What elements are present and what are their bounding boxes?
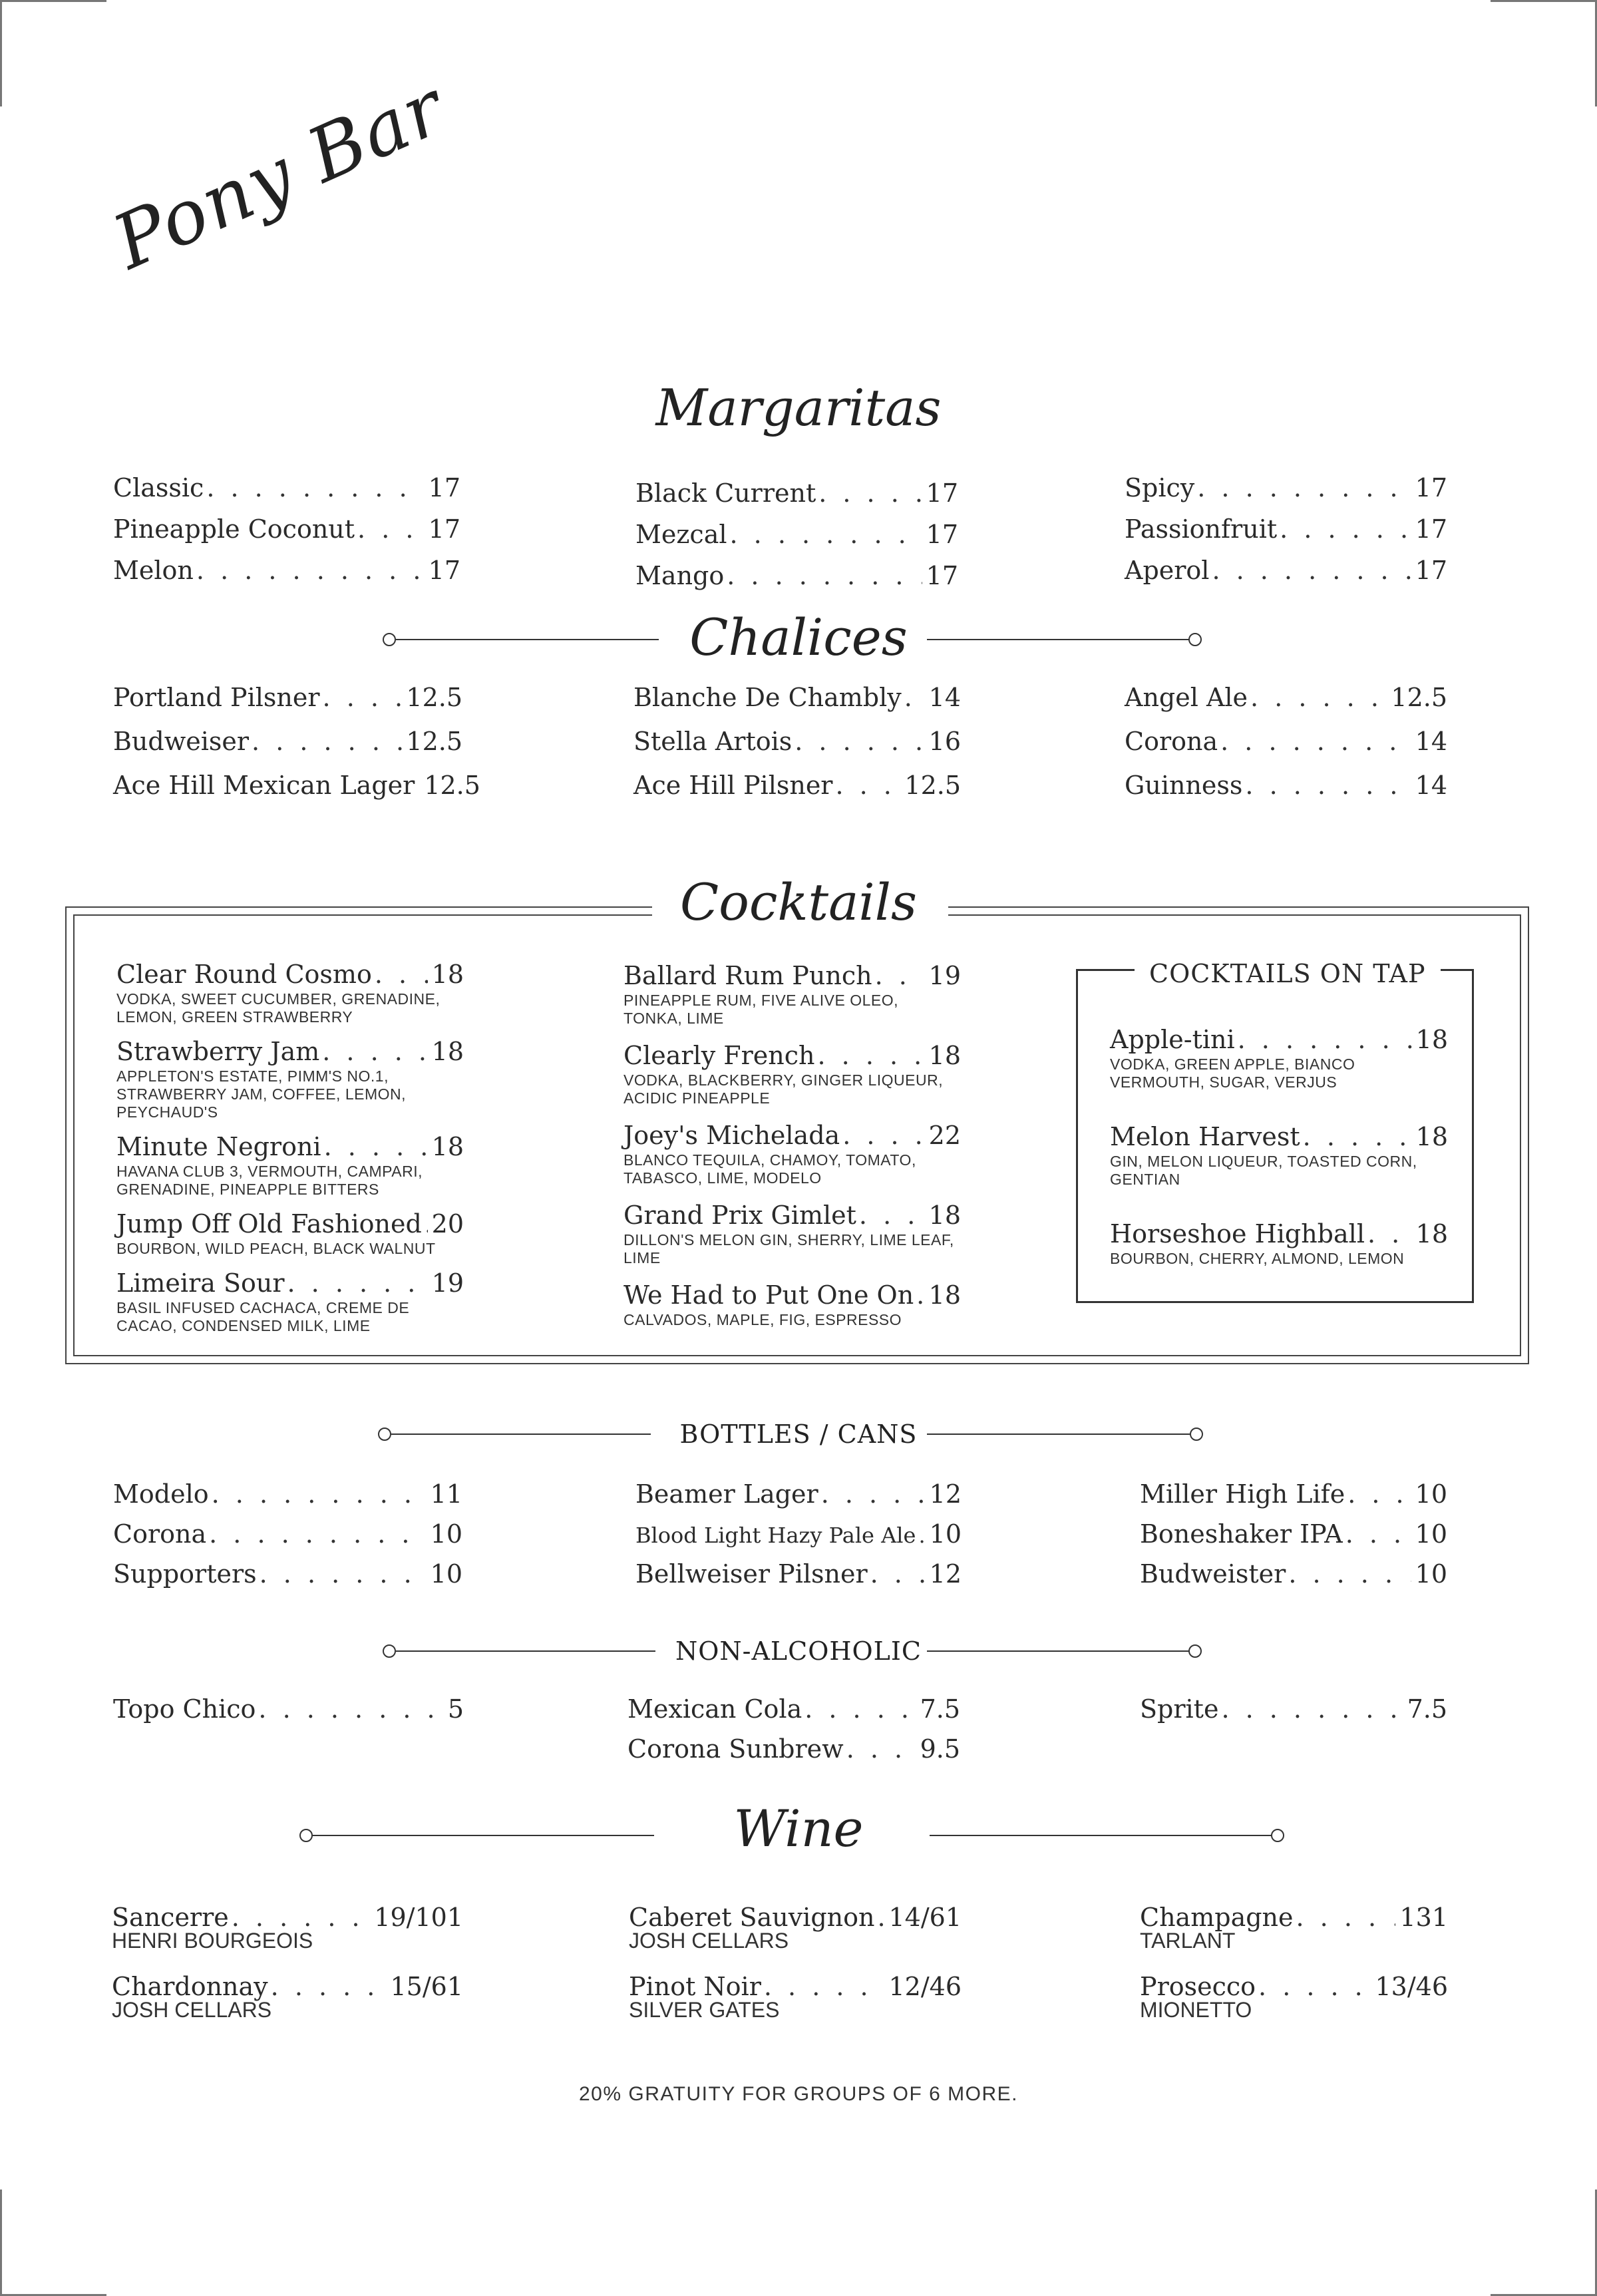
- wine-producer: JOSH CELLARS: [112, 1998, 272, 2022]
- item-price: 18: [928, 1201, 961, 1230]
- item-row: [1110, 1024, 1448, 1055]
- item-description: GIN, MELON LIQUEUR, TOASTED CORN, GENTIAN: [1110, 1153, 1417, 1188]
- item-name: Horseshoe Highball: [1110, 1219, 1365, 1248]
- cocktails-on-tap-list: [1110, 1024, 1448, 1277]
- list-item: [1110, 1024, 1448, 1091]
- item-price: 17: [428, 514, 460, 544]
- item-name: Chardonnay: [112, 1972, 268, 2001]
- list-item: [112, 1897, 463, 1951]
- leader-dots: [868, 1554, 926, 1594]
- leader-dots: [902, 675, 925, 719]
- list-item: [623, 1040, 961, 1107]
- leader-dots: [818, 1474, 926, 1514]
- leader-dots: [209, 1474, 427, 1514]
- item-name: Blanche De Chambly: [633, 683, 902, 712]
- list-item: [1125, 675, 1447, 719]
- leader-dots: [1294, 1897, 1396, 1938]
- list-item: [1140, 1966, 1448, 2020]
- leader-dots: [832, 763, 900, 807]
- item-name: Topo Chico: [113, 1694, 256, 1724]
- list-item: [635, 555, 958, 596]
- leader-dots: [1300, 1121, 1412, 1153]
- list-item: [1110, 1218, 1448, 1268]
- chalices-col-1: [113, 675, 480, 807]
- item-name: Angel Ale: [1125, 683, 1248, 712]
- logo: Pony Bar: [101, 64, 458, 286]
- list-item: [113, 1689, 464, 1729]
- item-description: BASIL INFUSED CACHACA, CREME DE CACAO, CONDENSED MILK, LIME: [116, 1299, 410, 1334]
- item-price: 18: [1415, 1219, 1448, 1248]
- item-price: 22: [928, 1121, 961, 1150]
- item-price: 12/46: [888, 1972, 962, 2001]
- item-price: 10: [430, 1519, 462, 1549]
- non-alcoholic-title: NON-ALCOHOLIC: [675, 1636, 922, 1666]
- item-name: Clear Round Cosmo: [116, 960, 372, 989]
- item-price: 10: [430, 1559, 462, 1589]
- leader-dots: [1365, 1218, 1412, 1250]
- item-row: [623, 1040, 961, 1071]
- list-item: [113, 467, 460, 508]
- list-item: [116, 958, 464, 1026]
- item-name: Minute Negroni: [116, 1132, 321, 1161]
- item-price: 17: [428, 556, 460, 585]
- wine-title: Wine: [733, 1799, 864, 1858]
- item-price: 14: [1415, 727, 1447, 756]
- item-price: 18: [1415, 1122, 1448, 1151]
- item-price: 18: [928, 1041, 961, 1070]
- leader-dots: [872, 960, 925, 992]
- item-name: Bellweiser Pilsner: [635, 1559, 868, 1589]
- leader-dots: [1248, 675, 1387, 719]
- list-item: [1140, 1897, 1448, 1951]
- wine-col-3: [1140, 1897, 1448, 2035]
- item-price: 12.5: [424, 771, 480, 800]
- item-price: 10: [1415, 1479, 1447, 1509]
- leader-dots: [320, 675, 403, 719]
- item-name: Limeira Sour: [116, 1268, 285, 1298]
- item-name: Melon Harvest: [1110, 1122, 1300, 1151]
- crop-mark: [1491, 0, 1597, 2]
- item-name: Portland Pilsner: [113, 683, 320, 712]
- item-name: Corona Sunbrew: [627, 1734, 844, 1764]
- non-alcoholic-col-3: [1140, 1689, 1447, 1729]
- non-alcoholic-col-1: [113, 1689, 464, 1729]
- list-item: [633, 675, 961, 719]
- item-name: Mango: [635, 561, 725, 590]
- list-item: [635, 473, 958, 514]
- item-price: 131: [1399, 1903, 1448, 1932]
- item-price: 17: [428, 473, 460, 502]
- item-name: Classic: [113, 473, 204, 502]
- item-price: 18: [431, 1132, 464, 1161]
- wine-col-1: [112, 1897, 463, 2035]
- leader-dots: [856, 1199, 925, 1231]
- item-name: Blood Light Hazy Pale Ale: [635, 1523, 916, 1548]
- list-item: [1125, 763, 1447, 807]
- list-item: [113, 550, 460, 591]
- leader-dots: [914, 1279, 924, 1311]
- item-price: 15/61: [390, 1972, 463, 2001]
- item-description: BOURBON, CHERRY, ALMOND, LEMON: [1110, 1250, 1405, 1267]
- leader-dots: [1242, 763, 1411, 807]
- item-name: Apple-tini: [1110, 1025, 1235, 1054]
- item-name: Mezcal: [635, 520, 727, 549]
- list-item: [116, 1131, 464, 1199]
- leader-dots: [257, 1554, 427, 1594]
- list-item: [113, 1514, 462, 1554]
- item-price: 18: [431, 960, 464, 989]
- item-name: Melon: [113, 556, 194, 585]
- item-price: 5: [447, 1694, 464, 1724]
- list-item: [1140, 1474, 1447, 1514]
- item-price: 17: [926, 520, 958, 549]
- divider-rule: [927, 1650, 1192, 1652]
- gratuity-note: 20% GRATUITY FOR GROUPS OF 6 MORE.: [579, 2083, 1018, 2105]
- leader-dots: [1218, 1689, 1403, 1729]
- list-item: [623, 960, 961, 1028]
- item-name: Clearly French: [623, 1041, 815, 1070]
- crop-mark: [0, 2190, 2, 2296]
- leader-dots: [802, 1689, 916, 1729]
- wine-producer: HENRI BOURGEOIS: [112, 1929, 313, 1953]
- list-item: [633, 763, 961, 807]
- list-item: [116, 1208, 464, 1258]
- list-item: [113, 763, 480, 807]
- item-price: 12.5: [1391, 683, 1447, 712]
- item-name: Ballard Rum Punch: [623, 961, 872, 990]
- cocktails-on-tap-title: COCKTAILS ON TAP: [1135, 959, 1441, 988]
- item-price: 7.5: [1407, 1694, 1447, 1724]
- item-price: 10: [929, 1519, 962, 1549]
- leader-dots: [355, 508, 425, 550]
- item-name: Jump Off Old Fashioned: [116, 1209, 422, 1239]
- leader-dots: [1218, 719, 1411, 763]
- item-name: Caberet Sauvignon: [629, 1903, 875, 1932]
- item-name: Corona: [113, 1519, 207, 1549]
- list-item: [113, 1474, 462, 1514]
- item-name: Ace Hill Mexican Lager: [113, 771, 415, 800]
- list-item: [1110, 1121, 1448, 1189]
- leader-dots: [840, 1119, 924, 1151]
- item-name: Grand Prix Gimlet: [623, 1201, 856, 1230]
- item-name: Sprite: [1140, 1694, 1219, 1724]
- list-item: [112, 1966, 463, 2020]
- item-name: Pineapple Coconut: [113, 514, 355, 544]
- margaritas-col-1: [113, 467, 460, 591]
- leader-dots: [844, 1729, 916, 1769]
- item-name: Mexican Cola: [627, 1694, 802, 1724]
- list-item: [1125, 550, 1447, 591]
- item-description: VODKA, BLACKBERRY, GINGER LIQUEUR, ACIDIC PINEAPPLE: [623, 1071, 944, 1107]
- list-item: [627, 1729, 960, 1769]
- leader-dots: [372, 958, 428, 990]
- wine-producer: MIONETTO: [1140, 1998, 1252, 2022]
- leader-dots: [727, 514, 922, 555]
- divider-dot: [1190, 1428, 1203, 1441]
- item-name: Miller High Life: [1140, 1479, 1345, 1509]
- item-row: [623, 960, 961, 992]
- item-price: 17: [1415, 514, 1447, 544]
- item-price: 19: [431, 1268, 464, 1298]
- bottles-col-1: [113, 1474, 462, 1594]
- leader-dots: [268, 1966, 387, 2007]
- item-price: 14: [1415, 771, 1447, 800]
- list-item: [635, 1554, 962, 1594]
- leader-dots: [916, 1515, 925, 1555]
- item-name: Boneshaker IPA: [1140, 1519, 1343, 1549]
- item-description: VODKA, SWEET CUCUMBER, GRENADINE, LEMON, GREEN STRAWBERRY: [116, 990, 441, 1026]
- item-price: 18: [431, 1037, 464, 1066]
- item-row: [623, 1279, 961, 1311]
- item-description: BLANCO TEQUILA, CHAMOY, TOMATO, TABASCO, LIME, MODELO: [623, 1151, 916, 1187]
- wine-producer: SILVER GATES: [629, 1998, 780, 2022]
- chalices-col-3: [1125, 675, 1447, 807]
- leader-dots: [249, 719, 402, 763]
- item-price: 17: [1415, 556, 1447, 585]
- item-description: APPLETON'S ESTATE, PIMM'S NO.1, STRAWBERRY JAM, COFFEE, LEMON, PEYCHAUD'S: [116, 1067, 407, 1121]
- margaritas-col-3: [1125, 467, 1447, 591]
- list-item: [113, 508, 460, 550]
- list-item: [1125, 719, 1447, 763]
- leader-dots: [1235, 1024, 1412, 1055]
- item-row: [116, 1208, 464, 1240]
- leader-dots: [816, 473, 922, 514]
- list-item: [627, 1689, 960, 1729]
- leader-dots: [1286, 1554, 1411, 1594]
- item-name: We Had to Put One On: [623, 1280, 914, 1310]
- item-name: Beamer Lager: [635, 1479, 818, 1509]
- item-price: 10: [1415, 1559, 1447, 1589]
- divider-dot: [1188, 1644, 1202, 1658]
- cocktails-col-1: [116, 958, 464, 1344]
- non-alcoholic-col-2: [627, 1689, 960, 1769]
- item-price: 12: [929, 1559, 962, 1589]
- leader-dots: [761, 1966, 885, 2007]
- divider-dot: [1271, 1829, 1284, 1842]
- cocktails-title: Cocktails: [680, 872, 917, 932]
- leader-dots: [1345, 1474, 1411, 1514]
- leader-dots: [1194, 467, 1411, 508]
- item-description: DILLON'S MELON GIN, SHERRY, LIME LEAF, LIME: [623, 1231, 954, 1266]
- list-item: [116, 1267, 464, 1335]
- list-item: [623, 1199, 961, 1267]
- bottles-col-3: [1140, 1474, 1447, 1594]
- item-name: Prosecco: [1140, 1972, 1256, 2001]
- divider-dot: [1188, 633, 1202, 646]
- leader-dots: [874, 1897, 884, 1938]
- item-name: Supporters: [113, 1559, 257, 1589]
- crop-mark: [0, 0, 2, 106]
- item-row: [116, 958, 464, 990]
- list-item: [635, 514, 958, 555]
- margaritas-col-2: [635, 473, 958, 596]
- leader-dots: [1343, 1514, 1411, 1554]
- item-name: Corona: [1125, 727, 1218, 756]
- list-item: [113, 1554, 462, 1594]
- list-item: [1140, 1689, 1447, 1729]
- leader-dots: [724, 555, 922, 596]
- leader-dots: [194, 550, 425, 591]
- list-item: [1125, 467, 1447, 508]
- list-item: [623, 1279, 961, 1329]
- item-price: 11: [430, 1479, 462, 1509]
- leader-dots: [1209, 550, 1411, 591]
- list-item: [635, 1474, 962, 1514]
- item-name: Sancerre: [112, 1903, 229, 1932]
- list-item: [113, 719, 462, 763]
- item-price: 7.5: [920, 1694, 960, 1724]
- item-description: PINEAPPLE RUM, FIVE ALIVE OLEO, TONKA, LIME: [623, 992, 899, 1027]
- item-description: VODKA, GREEN APPLE, BIANCO VERMOUTH, SUGAR, VERJUS: [1110, 1055, 1355, 1091]
- item-name: Guinness: [1125, 771, 1243, 800]
- item-name: Champagne: [1140, 1903, 1294, 1932]
- list-item: [116, 1036, 464, 1121]
- leader-dots: [256, 1689, 443, 1729]
- item-price: 19/101: [374, 1903, 463, 1932]
- item-price: 12.5: [904, 771, 961, 800]
- wine-producer: TARLANT: [1140, 1929, 1236, 1953]
- item-name: Pinot Noir: [629, 1972, 761, 2001]
- leader-dots: [1256, 1966, 1371, 2007]
- item-description: HAVANA CLUB 3, VERMOUTH, CAMPARI, GRENADINE, PINEAPPLE BITTERS: [116, 1163, 423, 1198]
- item-name: Passionfruit: [1125, 514, 1278, 544]
- item-name: Stella Artois: [633, 727, 793, 756]
- list-item: [623, 1119, 961, 1187]
- item-price: 17: [1415, 473, 1447, 502]
- leader-dots: [1277, 508, 1411, 550]
- list-item: [1140, 1554, 1447, 1594]
- wine-col-2: [629, 1897, 962, 2035]
- leader-dots: [792, 719, 924, 763]
- item-name: Modelo: [113, 1479, 209, 1509]
- wine-producer: JOSH CELLARS: [629, 1929, 789, 1953]
- margaritas-title: Margaritas: [655, 378, 942, 437]
- item-row: [623, 1199, 961, 1231]
- bottles-col-2: [635, 1474, 962, 1594]
- item-price: 20: [431, 1209, 464, 1239]
- leader-dots: [422, 1208, 428, 1240]
- list-item: [633, 719, 961, 763]
- list-item: [113, 675, 462, 719]
- item-name: Budweister: [1140, 1559, 1286, 1589]
- item-row: [116, 1036, 464, 1067]
- item-price: 12.5: [406, 727, 462, 756]
- item-name: Ace Hill Pilsner: [633, 771, 833, 800]
- leader-dots: [206, 1514, 427, 1554]
- leader-dots: [204, 467, 424, 508]
- bottles-title: BOTTLES / CANS: [679, 1420, 918, 1449]
- item-price: 19: [928, 961, 961, 990]
- chalices-col-2: [633, 675, 961, 807]
- item-name: Aperol: [1125, 556, 1210, 585]
- item-price: 12: [929, 1479, 962, 1509]
- leader-dots: [321, 1131, 428, 1163]
- item-price: 10: [1415, 1519, 1447, 1549]
- chalices-title: Chalices: [689, 608, 908, 667]
- list-item: [629, 1966, 962, 2020]
- list-item: [635, 1514, 962, 1554]
- leader-dots: [285, 1267, 428, 1299]
- divider-rule: [930, 1835, 1274, 1836]
- item-price: 14: [928, 683, 961, 712]
- leader-dots: [815, 1040, 925, 1071]
- item-price: 17: [926, 478, 958, 508]
- item-price: 16: [928, 727, 961, 756]
- item-price: 12.5: [406, 683, 462, 712]
- item-row: [116, 1267, 464, 1299]
- list-item: [1140, 1514, 1447, 1554]
- item-price: 17: [926, 561, 958, 590]
- item-row: [116, 1131, 464, 1163]
- list-item: [629, 1897, 962, 1951]
- item-row: [1110, 1121, 1448, 1153]
- item-name: Joey's Michelada: [623, 1121, 840, 1150]
- item-row: [623, 1119, 961, 1151]
- item-price: 18: [928, 1280, 961, 1310]
- item-description: BOURBON, WILD PEACH, BLACK WALNUT: [116, 1240, 436, 1257]
- item-name: Strawberry Jam: [116, 1037, 320, 1066]
- divider-rule: [927, 1434, 1193, 1435]
- leader-dots: [415, 763, 420, 807]
- list-item: [1125, 508, 1447, 550]
- leader-dots: [319, 1036, 427, 1067]
- item-price: 18: [1415, 1025, 1448, 1054]
- item-name: Spicy: [1125, 473, 1195, 502]
- item-price: 14/61: [888, 1903, 962, 1932]
- item-price: 13/46: [1375, 1972, 1448, 2001]
- cocktails-col-2: [623, 960, 961, 1341]
- item-description: CALVADOS, MAPLE, FIG, ESPRESSO: [623, 1311, 902, 1328]
- divider-rule: [927, 639, 1190, 640]
- item-name: Black Current: [635, 478, 816, 508]
- item-name: Budweiser: [113, 727, 250, 756]
- item-price: 9.5: [920, 1734, 960, 1764]
- crop-mark: [0, 0, 106, 2]
- item-row: [1110, 1218, 1448, 1250]
